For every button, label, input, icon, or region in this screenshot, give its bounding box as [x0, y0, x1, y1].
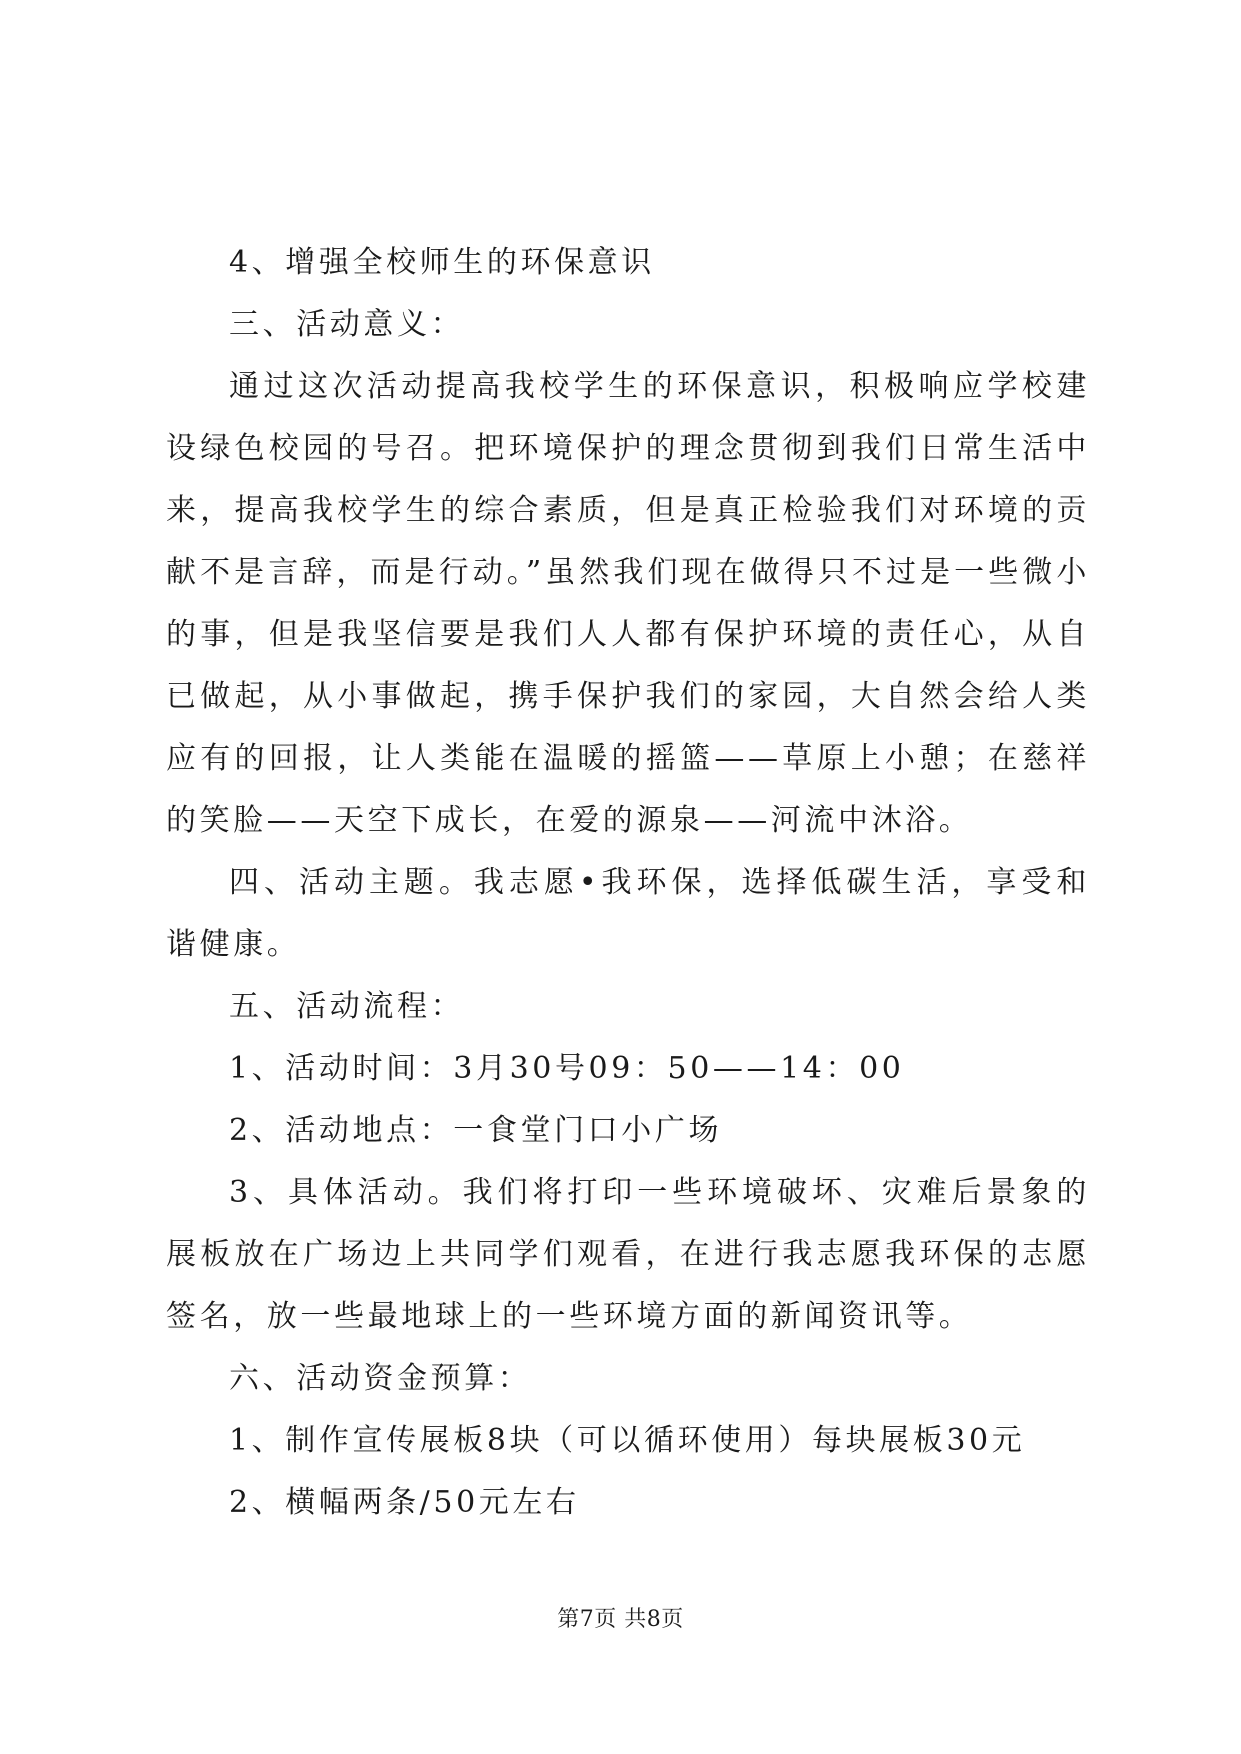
document-body: [166, 232, 1090, 1534]
heading-budget: 六、活动资金预算：: [229, 1361, 532, 1396]
paragraph-goal-4: 4、增强全校师生的环保意识: [229, 245, 655, 280]
page-number-footer: 第7页 共8页: [557, 1607, 684, 1632]
paragraph-location: 2、活动地点：一食堂门口小广场: [229, 1113, 723, 1148]
paragraph-time: 1、活动时间：3月30号09：50——14：00: [229, 1051, 905, 1086]
paragraph-budget-1: 1、制作宣传展板8块（可以循环使用）每块展板30元: [229, 1423, 1026, 1458]
paragraph-activities: 3、具体活动。我们将打印一些环境破坏、灾难后景象的展板放在广场边上共同学们观看，在进行我志愿我环保的志愿签名，放一些最地球上的一些环境方面的新闻资讯等。: [166, 1175, 1090, 1334]
heading-significance: 三、活动意义：: [229, 307, 465, 342]
paragraph-significance: 通过这次活动提高我校学生的环保意识，积极响应学校建设绿色校园的号召。把环境保护的理念贯彻到我们日常生活中来，提高我校学生的综合素质，但是真正检验我们对环境的贡献不是言辞，而是行动。”虽然我们现在做得只不过是一些微小的事，但是我坚信要是我们人人都有保护环境的责任心，从自已做起，从小事做起，携手保护我们的家园，大自然会给人类应有的回报，让人类能在温暖的摇篮——草原上小憩；在慈祥的笑脸——天空下成长，在爱的源泉——河流中沐浴。: [166, 369, 1090, 838]
heading-process: 五、活动流程：: [229, 989, 465, 1024]
paragraph-theme: 四、活动主题。我志愿•我环保，选择低碳生活，享受和谐健康。: [166, 865, 1090, 962]
paragraph-budget-2: 2、横幅两条/50元左右: [229, 1485, 580, 1520]
